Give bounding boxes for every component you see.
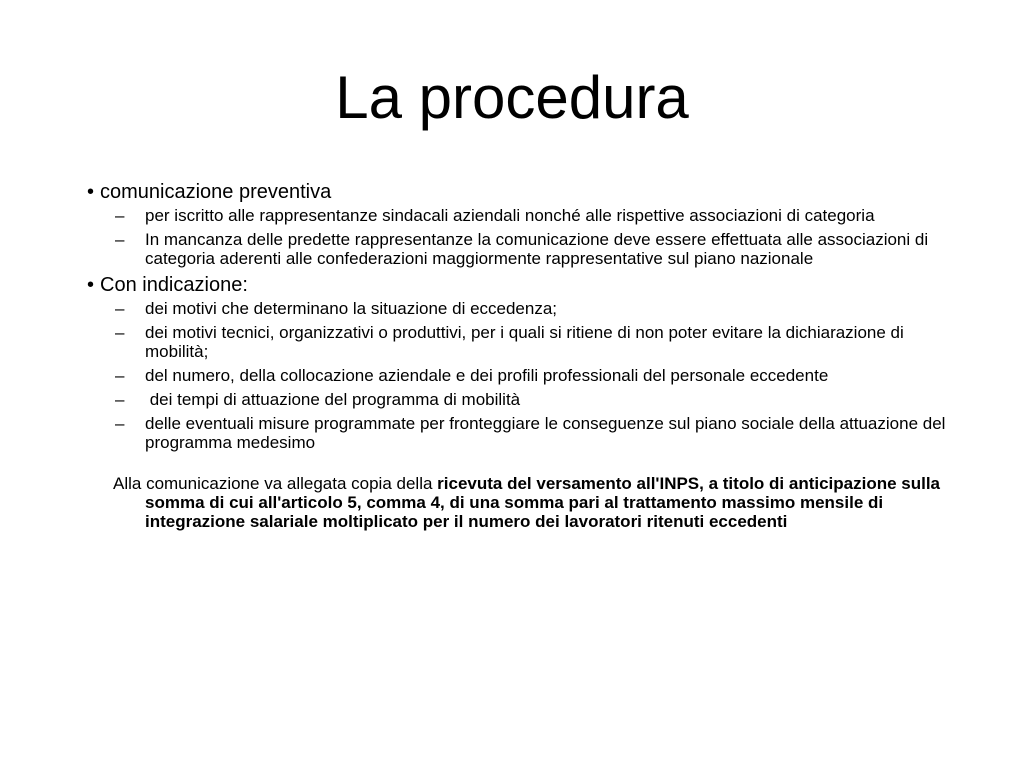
sub-bullet-text: delle eventuali misure programmate per fronteggiare le conseguenze sul piano sociale della attuazione del programma medesimo [145,414,946,452]
spacer [60,457,965,474]
sub-bullet-numero [60,366,965,385]
closing-note [60,474,965,531]
dash-marker: – [115,366,125,385]
sub-bullet-text: dei motivi che determinano la situazione di eccedenza; [145,299,558,318]
bullet-marker: • [87,181,95,203]
dash-marker: – [115,414,125,433]
sub-bullet-mancanza [60,230,965,268]
dash-marker: – [115,206,125,225]
note-bold-text: ricevuta del versamento all'INPS, a titolo di anticipazione sulla somma di cui all'articolo 5, comma 4, di una somma pari al trattamento massimo mensile di integrazione salariale moltiplicato per il numero dei lavoratori ritenuti eccedenti [145,474,941,531]
sub-bullet-text: dei tempi di attuazione del programma di mobilità [145,390,521,409]
sub-bullet-text: per iscritto alle rappresentanze sindacali aziendali nonché alle rispettive associazioni di categoria [145,206,875,225]
note-plain-text: Alla comunicazione va allegata copia della [113,474,438,493]
bullet-comunicazione-preventiva [60,180,965,204]
sub-bullet-text: del numero, della collocazione aziendale e dei profili professionali del personale eccedente [145,366,829,385]
bullet-text: comunicazione preventiva [100,181,332,203]
bullet-text: Con indicazione: [100,274,248,296]
dash-marker: – [115,323,125,342]
sub-bullet-motivi-tecnici [60,323,965,361]
bullet-con-indicazione [60,273,965,297]
bullet-marker: • [87,274,95,296]
slide-content [60,180,965,531]
sub-bullet-misure [60,414,965,452]
dash-marker: – [115,230,125,249]
dash-marker: – [115,299,125,318]
dash-marker: – [115,390,125,409]
sub-bullet-iscritto [60,206,965,225]
sub-bullet-text: dei motivi tecnici, organizzativi o produttivi, per i quali si ritiene di non poter evitare la dichiarazione di mobilità; [145,323,904,361]
sub-bullet-text: In mancanza delle predette rappresentanze la comunicazione deve essere effettuata alle associazioni di categoria aderenti alle confederazioni maggiormente rappresentative sul piano nazionale [145,230,929,268]
sub-bullet-motivi-eccedenza [60,299,965,318]
slide-title: La procedura [335,64,689,131]
sub-bullet-tempi [60,390,965,409]
